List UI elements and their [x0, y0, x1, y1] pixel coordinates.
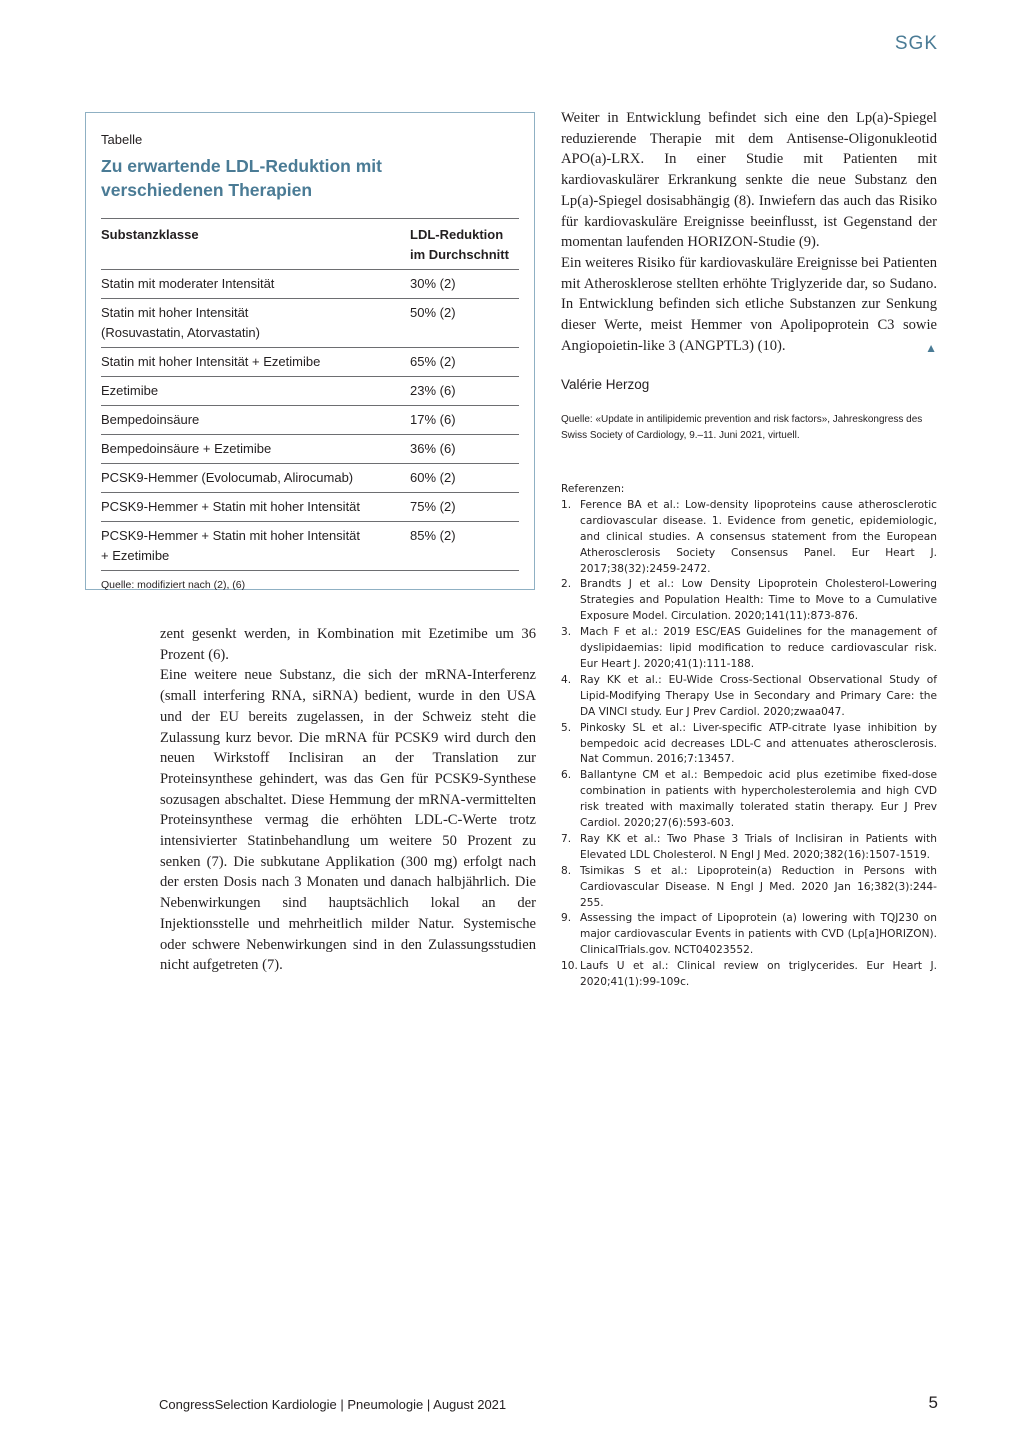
reference-number: 4.: [561, 673, 572, 686]
table-source: Quelle: modifiziert nach (2), (6): [101, 579, 246, 591]
reference-text: Ballantyne CM et al.: Bempedoic acid plus ezetimibe fixed-dose combination in patients with hypercholesterolemia and high CVD risk treated with maximally tolerated statin therapy. Eur J Prev Cardiol. 2020;27(6):593-603.: [580, 769, 937, 830]
table-cell-reduction: 75% (2): [410, 499, 456, 514]
table-row: [101, 347, 519, 376]
reference-text: Ray KK et al.: EU-Wide Cross-Sectional Observational Study of Lipid-Modifying Therapy Use in Secondary and Primary Care: the DA VINCI study. Eur J Prev Cardiol. 2020;zwaa047.: [580, 673, 937, 718]
table-header-col2-line1: LDL-Reduktion: [410, 227, 504, 242]
reference-text: Assessing the impact of Lipoprotein (a) lowering with TQJ230 on major cardiovascular Events in patients with CVD (Lp[a]HORIZON). ClinicalTrials.gov. NCT04023552.: [580, 912, 937, 957]
reference-text: Brandts J et al.: Low Density Lipoprotein Cholesterol-Lowering Strategies and Population Health: Time to Move to a Cumulative Exposure Model. Circulation. 2020;141(11):873-876.: [580, 578, 937, 623]
reference-text: Ray KK et al.: Two Phase 3 Trials of Inclisiran in Patients with Elevated LDL Cholesterol. N Engl J Med. 2020;382(16):1507-1519.: [580, 832, 937, 861]
table-cell-reduction: 85% (2): [410, 528, 456, 543]
references: [561, 482, 937, 991]
reference-number: 9.: [561, 912, 572, 925]
table-title: Zu erwartende LDL-Reduktion mit verschiedenen Therapien: [101, 156, 382, 200]
reference-number: 7.: [561, 832, 572, 845]
substance-line: Statin mit hoher Intensität: [101, 305, 249, 320]
left-column-text: [160, 624, 536, 976]
substance-line: Bempedoinsäure + Ezetimibe: [101, 441, 272, 456]
table-row: [101, 463, 519, 492]
table-row: [101, 434, 519, 463]
reference-item: [561, 768, 937, 832]
reference-text: Mach F et al.: 2019 ESC/EAS Guidelines for the management of dyslipidaemias: lipid modification to reduce cardiovascular risk. Eur Heart J. 2020;41(1):111-188.: [580, 626, 937, 670]
paragraph: Weiter in Entwicklung befindet sich eine den Lp(a)-Spiegel reduzierende Therapie mit dem Antisense-Oligonukleotid APO(a)-LRX. In einer Studie mit Patienten mit kardiovaskulärer Erkrankung senkte die neue Substanz den Lp(a)-Spiegel dosisabhängig (8). Inwiefern das auch das Risiko für kardiovaskuläre Ereignisse beeinflusst, ist Gegenstand der momentan laufenden HORIZON-Studie (9).: [561, 110, 937, 251]
table-cell-substance: [101, 439, 410, 459]
table-cell-substance: [101, 274, 410, 294]
reference-item: [561, 959, 937, 991]
brand-label: SGK: [894, 33, 938, 54]
table-cell-reduction: 50% (2): [410, 305, 456, 320]
table-header-col2-line2: im Durchschnitt: [410, 247, 509, 262]
reference-item: [561, 673, 937, 721]
reference-number: 10.: [561, 960, 578, 973]
table-row: [101, 521, 519, 570]
table-cell-reduction: 60% (2): [410, 470, 456, 485]
reference-number: 2.: [561, 578, 572, 591]
table-cell-substance: [101, 497, 410, 517]
substance-line-2: (Rosuvastatin, Atorvastatin): [101, 325, 260, 340]
reference-item: [561, 498, 937, 578]
table-cell-substance: [101, 303, 410, 343]
table-cell-reduction: 36% (6): [410, 441, 456, 456]
end-triangle-icon: ▲: [925, 340, 937, 355]
table-cell-substance: [101, 381, 410, 401]
table-row: [101, 492, 519, 521]
table-box: [85, 112, 535, 590]
reference-number: 8.: [561, 864, 572, 877]
substance-line: Statin mit moderater Intensität: [101, 276, 275, 291]
table-header-row: [101, 218, 519, 269]
substance-line: Bempedoinsäure: [101, 412, 200, 427]
reference-text: Laufs U et al.: Clinical review on triglycerides. Eur Heart J. 2020;41(1):99-109c.: [580, 960, 937, 989]
reference-item: [561, 832, 937, 864]
table-cell-reduction: 65% (2): [410, 354, 456, 369]
table-header-col1: Substanzklasse: [101, 227, 199, 242]
author: Valérie Herzog: [561, 377, 650, 392]
table-cell-substance: [101, 352, 410, 372]
reference-item: [561, 911, 937, 959]
paragraph: Eine weitere neue Substanz, die sich der mRNA-Interferenz (small interfering RNA, siRNA) bedient, wurde in den USA und der EU bereits zugelassen, in der Schweiz steht die Zulassung kurz bevor. Die mRNA für PCSK9 wird durch den neuen Wirkstoff Inclisiran an der Translation zur Proteinsynthese gehindert, was das Gen für PCSK9-Synthese sozusagen abschaltet. Diese Hemmung der mRNA-vermittelten Proteinsynthese vermag die erhöhten LDL-C-Werte trotz intensivierter Statinbehandlung um weitere 50 Prozent zu senken (7). Die subkutane Applikation (300 mg) erfolgt nach der ersten Dosis nach 3 Monaten und danach halbjährlich. Die Nebenwirkungen sind hauptsächlich lokal an der Injektionsstelle und mehrheitlich milder Natur. Systemische oder schwere Nebenwirkungen sind in den Zulassungsstudien nicht aufgetreten (7).: [160, 667, 536, 974]
paragraph: [561, 253, 937, 357]
paragraph: zent gesenkt werden, in Kombination mit Ezetimibe um 36 Prozent (6).: [160, 626, 536, 663]
substance-line: PCSK9-Hemmer + Statin mit hoher Intensität: [101, 528, 361, 543]
footer-text: CongressSelection Kardiologie | Pneumologie | August 2021: [159, 1397, 507, 1412]
substance-line: PCSK9-Hemmer + Statin mit hoher Intensität: [101, 499, 361, 514]
table-row: [101, 269, 519, 298]
table-cell-reduction: 17% (6): [410, 412, 456, 427]
substance-line-2: + Ezetimibe: [101, 548, 170, 563]
article-source: Quelle: «Update in antilipidemic prevention and risk factors», Jahreskongress des Swiss Society of Cardiology, 9.–11. Juni 2021, virtuell.: [561, 414, 923, 441]
right-column-text: [561, 108, 937, 358]
reference-number: 3.: [561, 626, 572, 639]
page-number: 5: [928, 1393, 938, 1412]
reference-item: [561, 625, 937, 673]
table-cell-substance: [101, 468, 410, 488]
references-heading: Referenzen:: [561, 483, 625, 495]
substance-line: Statin mit hoher Intensität + Ezetimibe: [101, 354, 321, 369]
substance-line: Ezetimibe: [101, 383, 159, 398]
reference-text: Tsimikas S et al.: Lipoprotein(a) Reduction in Persons with Cardiovascular Disease. N Engl J Med. 2020 Jan 16;382(3):244-255.: [580, 864, 937, 909]
table-row: [101, 298, 519, 347]
table-header-col2: [410, 225, 519, 265]
reference-number: 5.: [561, 721, 572, 734]
reference-number: 1.: [561, 498, 572, 511]
reference-text: Ference BA et al.: Low-density lipoproteins cause atherosclerotic cardiovascular disease. 1. Evidence from genetic, epidemiologic, and clinical studies. A consensus statement from the European Atherosclerosis Society Consensus Panel. Eur Heart J. 2017;38(32):2459-2472.: [580, 498, 937, 575]
reference-number: 6.: [561, 769, 572, 782]
table-body: [101, 269, 519, 570]
table-row: [101, 376, 519, 405]
reference-list: [561, 498, 937, 991]
reference-item: [561, 864, 937, 912]
table-row: [101, 405, 519, 434]
table-bottom-rule: [101, 570, 519, 571]
reference-item: [561, 721, 937, 769]
table-cell-reduction: 23% (6): [410, 383, 456, 398]
paragraph-text: Ein weiteres Risiko für kardiovaskuläre Ereignisse bei Patienten mit Atherosklerose stellten erhöhte Triglyzeride dar, so Sudano. In Entwicklung befinden sich etliche Substanzen zur Senkung dieser Werte, meist Hemmer von Apolipoprotein C3 sowie Angiopoietin-like 3 (ANGPTL3) (10).: [561, 254, 937, 354]
reference-text: Pinkosky SL et al.: Liver-specific ATP-citrate lyase inhibition by bempedoic acid decreases LDL-C and attenuates atherosclerosis. Nat Commun. 2016;7:13457.: [580, 721, 937, 766]
reference-item: [561, 577, 937, 625]
table-cell-reduction: 30% (2): [410, 276, 456, 291]
table-cell-substance: [101, 526, 410, 566]
substance-line: PCSK9-Hemmer (Evolocumab, Alirocumab): [101, 470, 354, 485]
table-cell-substance: [101, 410, 410, 430]
table-label: Tabelle: [101, 132, 143, 147]
